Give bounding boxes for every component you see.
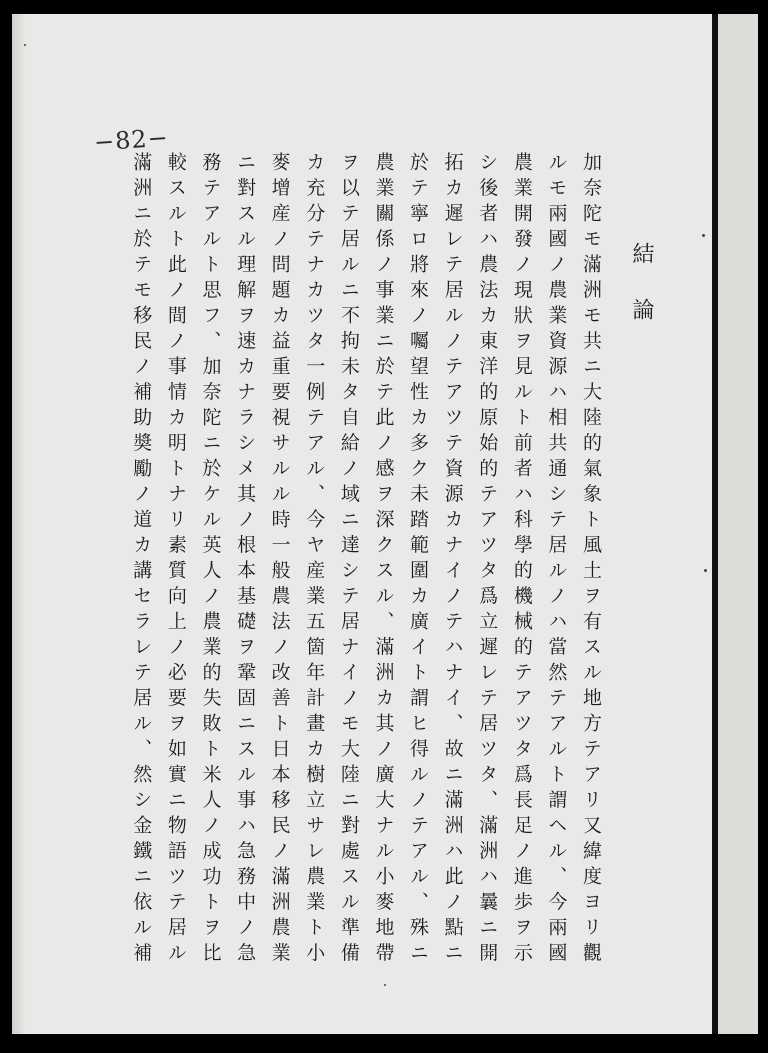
paper-speck (384, 984, 386, 986)
paper-speck (24, 44, 26, 46)
text-line: 麥增産ノ問題カ益重要視サルル時一般農法ノ改善ト日本移民ノ滿洲農業 (268, 152, 291, 968)
text-line: ヲ以テ居ルニ不拘未タ自給ノ域ニ達シテ居ナイノモ大陸ニ對處スル準備 (337, 152, 360, 968)
text-line: 務テアルト思フ、加奈陀ニ於ケル英人ノ農業的失敗ト米人ノ成功トヲ比 (199, 152, 222, 968)
text-line: 較スルト此ノ間ノ事情カ明トナリ素質向上ノ必要ヲ如實ニ物語ツテ居ル (164, 152, 187, 968)
body-text (130, 152, 608, 982)
text-line: 於テ寧ロ將來ノ囑望性カ多ク未踏範圍カ廣イト謂ヒ得ルノテアル、殊ニ (407, 152, 430, 968)
paper-speck (704, 569, 707, 572)
document-page (12, 14, 712, 1034)
section-heading: 結論 (629, 242, 654, 354)
text-line: シ後者ハ農法カ東洋的原始的テアツタ爲立遲レテ居ツタ、滿洲ハ曩ニ開 (476, 152, 499, 968)
page-number: −82− (93, 123, 170, 157)
text-line: 滿洲ニ於テモ移民ノ補助奬勵ノ道カ講セラレテ居ル、然シ金鐵ニ依ル補 (130, 152, 153, 968)
adjacent-page-edge (718, 14, 758, 1034)
text-line: 拓カ遲レテ居ルノテアツテ資源カナイノテハナイ、故ニ滿洲ハ此ノ點ニ (441, 152, 464, 968)
text-line: カ充分テナカツタ一例テアル、今ヤ産業五箇年計畫カ樹立サレ農業ト小 (303, 152, 326, 968)
paper-speck (702, 234, 705, 237)
text-line: 農業關係ノ事業ニ於テ此ノ感ヲ深クスル、滿洲カ其ノ廣大ナル小麥地帶 (372, 152, 395, 968)
page-shadow (12, 14, 26, 1034)
text-line: 加奈陀モ滿洲モ共ニ大陸的氣象ト風土ヲ有スル地方テアリ又緯度ヨリ觀 (580, 152, 602, 968)
text-line: 農業開發ノ現狀ヲ見ルト前者ハ科學的機械的テアツタ爲長足ノ進歩ヲ示 (510, 152, 533, 968)
text-line: ルモ兩國ノ農業資源ハ相共通シテ居ルノハ當然テアルト謂ヘル、今兩國 (545, 152, 568, 968)
text-line: ニ對スル理解ヲ速カナラシメ其ノ根本基礎ヲ鞏固ニスル事ハ急務中ノ急 (234, 152, 257, 968)
scan-border (758, 14, 768, 1034)
